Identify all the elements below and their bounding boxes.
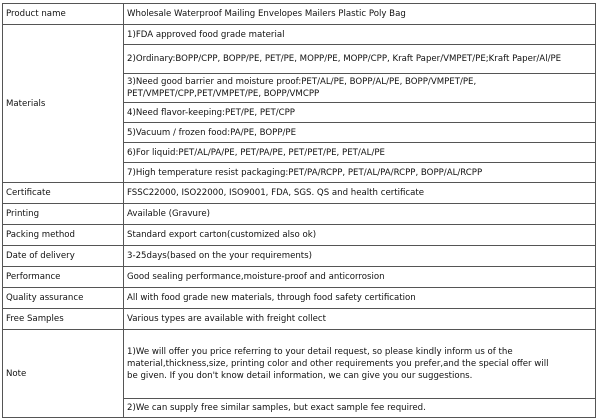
row-date-of-delivery (3, 246, 596, 267)
materials-item: 2)Ordinary:BOPP/CPP, BOPP/PE, PET/PE, MOPP/PE, MOPP/CPP, Kraft Paper/VMPET/PE;Kraft Paper/Al/PE (124, 45, 596, 74)
certificate-value: FSSC22000, ISO22000, ISO9001, FDA, SGS. QS and health certificate (124, 183, 596, 204)
row-performance (3, 267, 596, 288)
note-paragraph-1 (124, 330, 596, 399)
product-name-label: Product name (3, 4, 124, 25)
materials-item: 7)High temperature resist packaging:PET/PA/RCPP, PET/AL/PA/RCPP, BOPP/AL/RCPP (124, 163, 596, 183)
note-label: Note (3, 330, 124, 418)
row-packing-method (3, 225, 596, 246)
materials-item: 5)Vacuum / frozen food:PA/PE, BOPP/PE (124, 123, 596, 143)
note-paragraph-2: 2)We can supply free similar samples, but exact sample fee required. (124, 399, 596, 418)
row-free-samples (3, 309, 596, 330)
materials-item: 3)Need good barrier and moisture proof:PET/AL/PE, BOPP/AL/PE, BOPP/VMPET/PE, PET/VMPET/CPP,PET/VMPET/PE, BOPP/VMCPP (124, 74, 596, 103)
note-line: be given. If you don't know detail information, we can give you our suggestions. (127, 371, 473, 381)
delivery-value: 3-25days(based on the your requirements) (124, 246, 596, 267)
row-printing (3, 204, 596, 225)
printing-value: Available (Gravure) (124, 204, 596, 225)
row-quality-assurance (3, 288, 596, 309)
row-note (3, 330, 596, 399)
row-product-name (3, 4, 596, 25)
quality-assurance-label: Quality assurance (3, 288, 124, 309)
performance-label: Performance (3, 267, 124, 288)
product-spec-table (2, 3, 596, 418)
row-materials (3, 25, 596, 45)
product-name-value: Wholesale Waterproof Mailing Envelopes Mailers Plastic Poly Bag (124, 4, 596, 25)
materials-item: 4)Need flavor-keeping:PET/PE, PET/CPP (124, 103, 596, 123)
packing-method-label: Packing method (3, 225, 124, 246)
materials-item: 6)For liquid:PET/AL/PA/PE, PET/PA/PE, PET/PET/PE, PET/AL/PE (124, 143, 596, 163)
free-samples-label: Free Samples (3, 309, 124, 330)
printing-label: Printing (3, 204, 124, 225)
packing-method-value: Standard export carton(customized also ok) (124, 225, 596, 246)
performance-value: Good sealing performance,moisture-proof and anticorrosion (124, 267, 596, 288)
materials-label: Materials (3, 25, 124, 183)
note-line: 1)We will offer you price referring to your detail request, so please kindly inform us of the (127, 347, 513, 357)
materials-item: 1)FDA approved food grade material (124, 25, 596, 45)
certificate-label: Certificate (3, 183, 124, 204)
note-line: material,thickness,size, printing color and other requirements you prefer,and the special offer will (127, 359, 549, 369)
quality-assurance-value: All with food grade new materials, through food safety certification (124, 288, 596, 309)
free-samples-value: Various types are available with freight collect (124, 309, 596, 330)
delivery-label: Date of delivery (3, 246, 124, 267)
row-certificate (3, 183, 596, 204)
